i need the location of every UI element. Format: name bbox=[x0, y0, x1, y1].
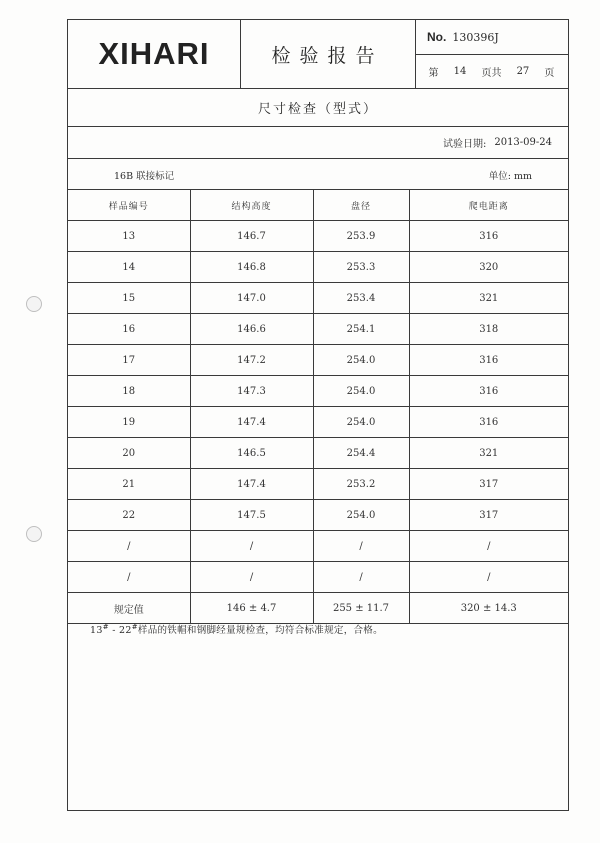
table-cell: 253.4 bbox=[313, 283, 409, 314]
table-cell: 254.4 bbox=[313, 438, 409, 469]
table-cell: 19 bbox=[68, 407, 190, 438]
table-row bbox=[68, 500, 568, 531]
table-cell: 147.5 bbox=[190, 500, 313, 531]
note-start: 13 bbox=[90, 625, 103, 636]
table-row bbox=[68, 314, 568, 345]
table-cell: 14 bbox=[68, 252, 190, 283]
table-cell: / bbox=[68, 562, 190, 593]
table-cell: 317 bbox=[409, 500, 568, 531]
page-current: 14 bbox=[453, 65, 467, 77]
table-cell: / bbox=[313, 531, 409, 562]
test-date-label: 试验日期: bbox=[442, 138, 487, 150]
table-cell: / bbox=[190, 562, 313, 593]
note-sup1: # bbox=[102, 622, 109, 631]
table-row bbox=[68, 407, 568, 438]
table-cell: 253.9 bbox=[313, 221, 409, 252]
table-cell: 316 bbox=[409, 376, 568, 407]
table-cell: 316 bbox=[409, 407, 568, 438]
table-cell: 16 bbox=[68, 314, 190, 345]
table-row bbox=[68, 438, 568, 469]
table-cell: 321 bbox=[409, 438, 568, 469]
table-row bbox=[68, 283, 568, 314]
note-sup2: # bbox=[131, 622, 138, 631]
table-cell: 147.4 bbox=[190, 469, 313, 500]
table-cell: 254.0 bbox=[313, 345, 409, 376]
report-number: 130396J bbox=[452, 30, 499, 44]
page-total: 27 bbox=[516, 65, 530, 77]
table-row bbox=[68, 562, 568, 593]
table-cell: / bbox=[313, 562, 409, 593]
measurement-table bbox=[68, 189, 568, 624]
column-header-sample-no: 样品编号 bbox=[68, 190, 190, 221]
table-row bbox=[68, 345, 568, 376]
table-cell: 20 bbox=[68, 438, 190, 469]
table-row bbox=[68, 252, 568, 283]
test-date: 2013-09-24 bbox=[494, 136, 552, 148]
table-cell: / bbox=[190, 531, 313, 562]
table-cell: 规定值 bbox=[68, 593, 190, 624]
mark-unit-row bbox=[68, 159, 568, 190]
table-cell: 254.0 bbox=[313, 407, 409, 438]
table-cell: 146.7 bbox=[190, 221, 313, 252]
test-date-row bbox=[68, 126, 568, 159]
company-logo: XIHARI bbox=[98, 36, 210, 71]
table-cell: 254.0 bbox=[313, 500, 409, 531]
table-cell: 21 bbox=[68, 469, 190, 500]
note-text: 样品的铁帽和钢脚经量规检查，均符合标准规定，合格。 bbox=[137, 625, 383, 636]
table-cell: 317 bbox=[409, 469, 568, 500]
note-dash: - 22 bbox=[108, 625, 132, 636]
table-cell: 146 ± 4.7 bbox=[190, 593, 313, 624]
table-cell: / bbox=[409, 531, 568, 562]
table-header-row bbox=[68, 190, 568, 221]
table-cell: 15 bbox=[68, 283, 190, 314]
report-sheet bbox=[67, 19, 569, 811]
table-cell: / bbox=[68, 531, 190, 562]
table-cell: 22 bbox=[68, 500, 190, 531]
table-row bbox=[68, 221, 568, 252]
table-cell: 253.2 bbox=[313, 469, 409, 500]
column-header-structure-height: 结构高度 bbox=[190, 190, 313, 221]
page-suffix: 页 bbox=[544, 67, 555, 79]
table-cell: 146.6 bbox=[190, 314, 313, 345]
unit-label: 单位: mm bbox=[488, 171, 532, 182]
table-cell: 321 bbox=[409, 283, 568, 314]
table-cell: 254.0 bbox=[313, 376, 409, 407]
column-header-disc-diameter: 盘径 bbox=[313, 190, 409, 221]
report-title: 检验报告 bbox=[271, 44, 384, 67]
coupling-mark: 16B 联接标记 bbox=[114, 171, 175, 182]
table-cell: 318 bbox=[409, 314, 568, 345]
table-cell: 147.3 bbox=[190, 376, 313, 407]
report-number-label: No. bbox=[427, 30, 447, 44]
table-cell: 316 bbox=[409, 345, 568, 376]
table-cell: 147.0 bbox=[190, 283, 313, 314]
table-cell: 316 bbox=[409, 221, 568, 252]
table-row bbox=[68, 469, 568, 500]
table-cell: 320 ± 14.3 bbox=[409, 593, 568, 624]
table-cell: 147.4 bbox=[190, 407, 313, 438]
table-cell: 320 bbox=[409, 252, 568, 283]
spec-row bbox=[68, 593, 568, 624]
report-number-cell bbox=[415, 20, 568, 55]
conclusion-note bbox=[90, 622, 383, 636]
binder-hole-top bbox=[26, 296, 42, 312]
table-row bbox=[68, 376, 568, 407]
table-cell: 17 bbox=[68, 345, 190, 376]
table-cell: 253.3 bbox=[313, 252, 409, 283]
page-prefix: 第 bbox=[428, 67, 439, 79]
column-header-creepage-distance: 爬电距离 bbox=[409, 190, 568, 221]
report-header bbox=[68, 20, 568, 89]
page-count-cell bbox=[415, 54, 568, 88]
table-body bbox=[68, 221, 568, 624]
table-cell: 146.5 bbox=[190, 438, 313, 469]
table-cell: 18 bbox=[68, 376, 190, 407]
table-cell: 13 bbox=[68, 221, 190, 252]
section-title: 尺寸检查（型式） bbox=[68, 88, 568, 127]
table-cell: 147.2 bbox=[190, 345, 313, 376]
title-cell bbox=[240, 20, 416, 88]
table-cell: 254.1 bbox=[313, 314, 409, 345]
table-cell: 255 ± 11.7 bbox=[313, 593, 409, 624]
logo-cell bbox=[68, 20, 241, 88]
table-cell: / bbox=[409, 562, 568, 593]
table-row bbox=[68, 531, 568, 562]
page-total-label: 页共 bbox=[481, 67, 502, 79]
binder-hole-bottom bbox=[26, 526, 42, 542]
table-cell: 146.8 bbox=[190, 252, 313, 283]
